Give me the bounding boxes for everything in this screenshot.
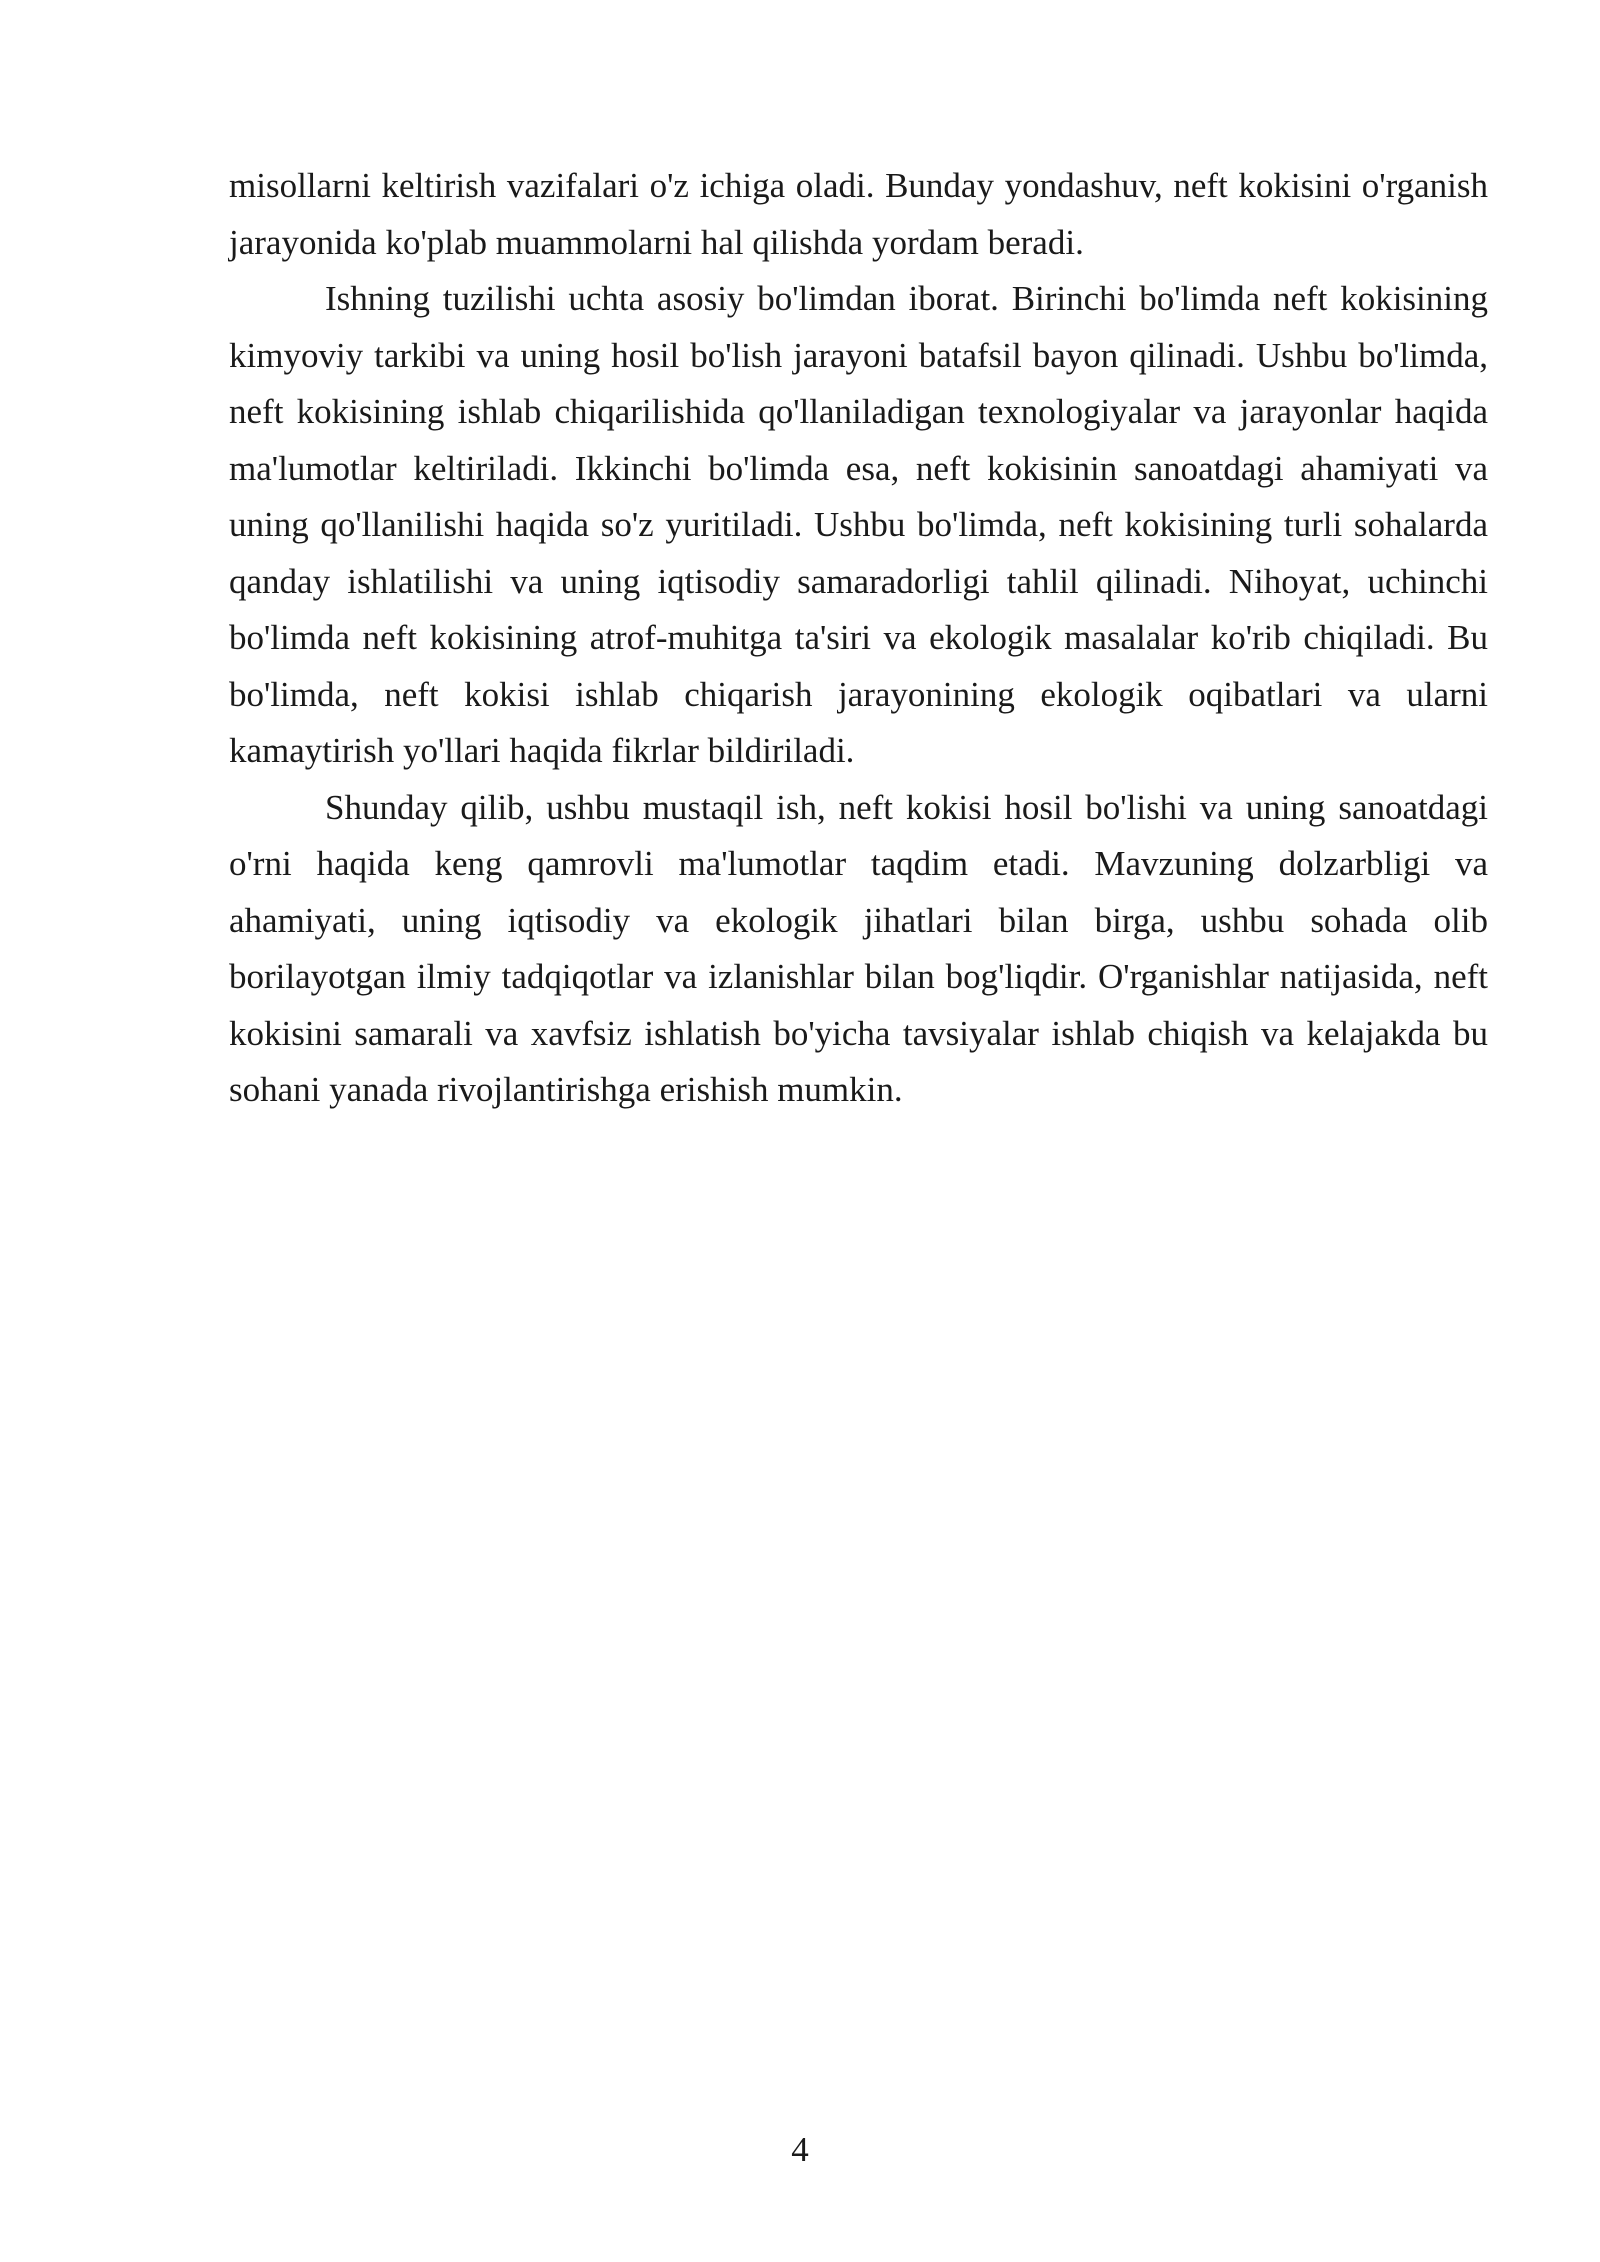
- body-text: [229, 158, 1488, 1119]
- paragraph-structure: Ishning tuzilishi uchta asosiy bo'limdan iborat. Birinchi bo'limda neft kokisining kimyoviy tarkibi va uning hosil bo'lish jarayoni batafsil bayon qilinadi. Ushbu bo'limda, neft kokisining ishlab chiqarilishida qo'llaniladigan texnologiyalar va jarayonlar haqida ma'lumotlar keltiriladi. Ikkinchi bo'limda esa, neft kokisinin sanoatdagi ahamiyati va uning qo'llanilishi haqida so'z yuritiladi. Ushbu bo'limda, neft kokisining turli sohalarda qanday ishlatilishi va uning iqtisodiy samaradorligi tahlil qilinadi. Nihoyat, uchinchi bo'limda neft kokisining atrof-muhitga ta'siri va ekologik masalalar ko'rib chiqiladi. Bu bo'limda, neft kokisi ishlab chiqarish jarayonining ekologik oqibatlari va ularni kamaytirish yo'llari haqida fikrlar bildiriladi.: [229, 279, 1488, 770]
- paragraph-conclusion: Shunday qilib, ushbu mustaqil ish, neft kokisi hosil bo'lishi va uning sanoatdagi o'rni haqida keng qamrovli ma'lumotlar taqdim etadi. Mavzuning dolzarbligi va ahamiyati, uning iqtisodiy va ekologik jihatlari bilan birga, ushbu sohada olib borilayotgan ilmiy tadqiqotlar va izlanishlar bilan bog'liqdir. O'rganishlar natijasida, neft kokisini samarali va xavfsiz ishlatish bo'yicha tavsiyalar ishlab chiqish va kelajakda bu sohani yanada rivojlantirishga erishish mumkin.: [229, 787, 1488, 1109]
- paragraph-continuation: misollarni keltirish vazifalari o'z ichiga oladi. Bunday yondashuv, neft kokisini o'rganish jarayonida ko'plab muammolarni hal qilishda yordam beradi.: [229, 166, 1488, 262]
- page-number: 4: [791, 2130, 809, 2169]
